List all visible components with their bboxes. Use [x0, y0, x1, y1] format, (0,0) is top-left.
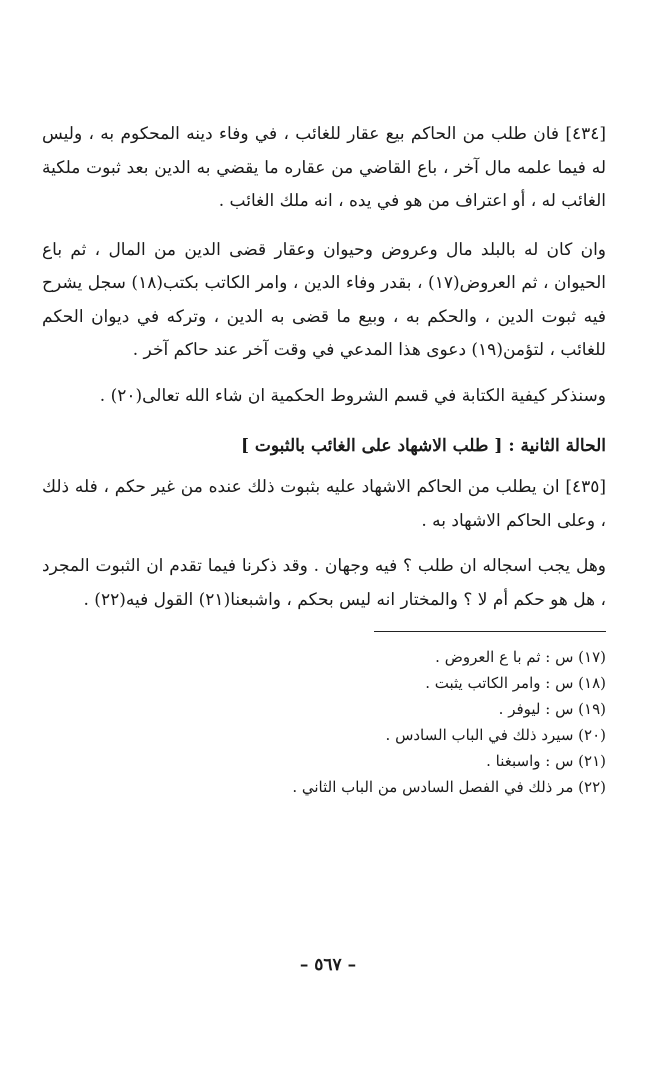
- footnote-19: (١٩) س : ليوفر .: [498, 700, 606, 718]
- paragraph-434: [٤٣٤] فان طلب من الحاكم بيع عقار للغائب ، في وفاء دينه المحكوم به ، وليس له فيما علمه مال آخر ، باع القاضي من عقاره ما يقضي به الدين بعد ثبوت ملكية الغائب له ، أو اعتراف من هو في يده ، انه ملك الغائب .: [42, 124, 606, 211]
- footnote-divider: [374, 631, 606, 632]
- footnote-17: (١٧) س : ثم با ع العروض .: [435, 648, 606, 666]
- paragraph-assets: وان كان له بالبلد مال وعروض وحيوان وعقار قضى الدين من المال ، ثم باع الحيوان ، ثم العروض(١٧) ، بقدر وفاء الدين ، وامر الكاتب بكتب(١٨) سجل يشرح فيه ثبوت الدين ، والحكم به ، وبيع ما قضى به الدين ، وتركه في ديوان الحكم للغائب ، لتؤمن(١٩) دعوى هذا المدعي في وقت آخر عند حاكم آخر .: [42, 239, 606, 360]
- page-number: – ٥٦٧ –: [299, 955, 357, 975]
- footnotes-list: [42, 644, 606, 800]
- paragraph-registration: وهل يجب اسجاله ان طلب ؟ فيه وجهان . وقد ذكرنا فيما تقدم ان الثبوت المجرد ، هل هو حكم أم لا ؟ والمختار انه ليس بحكم ، واشبعنا(٢١) القول فيه(٢٢) .: [42, 556, 606, 610]
- footnote-22: (٢٢) مر ذلك في الفصل السادس من الباب الثاني .: [292, 778, 606, 796]
- footnote-18: (١٨) س : وامر الكاتب يثبت .: [425, 674, 606, 692]
- footnote-20: (٢٠) سيرد ذلك في الباب السادس .: [385, 726, 606, 744]
- paragraph-writing-method: وسنذكر كيفية الكتابة في قسم الشروط الحكمية ان شاء الله تعالى(٢٠) .: [99, 385, 606, 406]
- footnote-21: (٢١) س : واسبغنا .: [486, 752, 606, 770]
- paragraph-435: [٤٣٥] ان يطلب من الحاكم الاشهاد عليه بثبوت ذلك عنده من غير حكم ، فله ذلك ، وعلى الحاكم الاشهاد به .: [42, 477, 606, 531]
- section-heading: الحالة الثانية : [ طلب الاشهاد على الغائب بالثبوت ]: [240, 436, 606, 456]
